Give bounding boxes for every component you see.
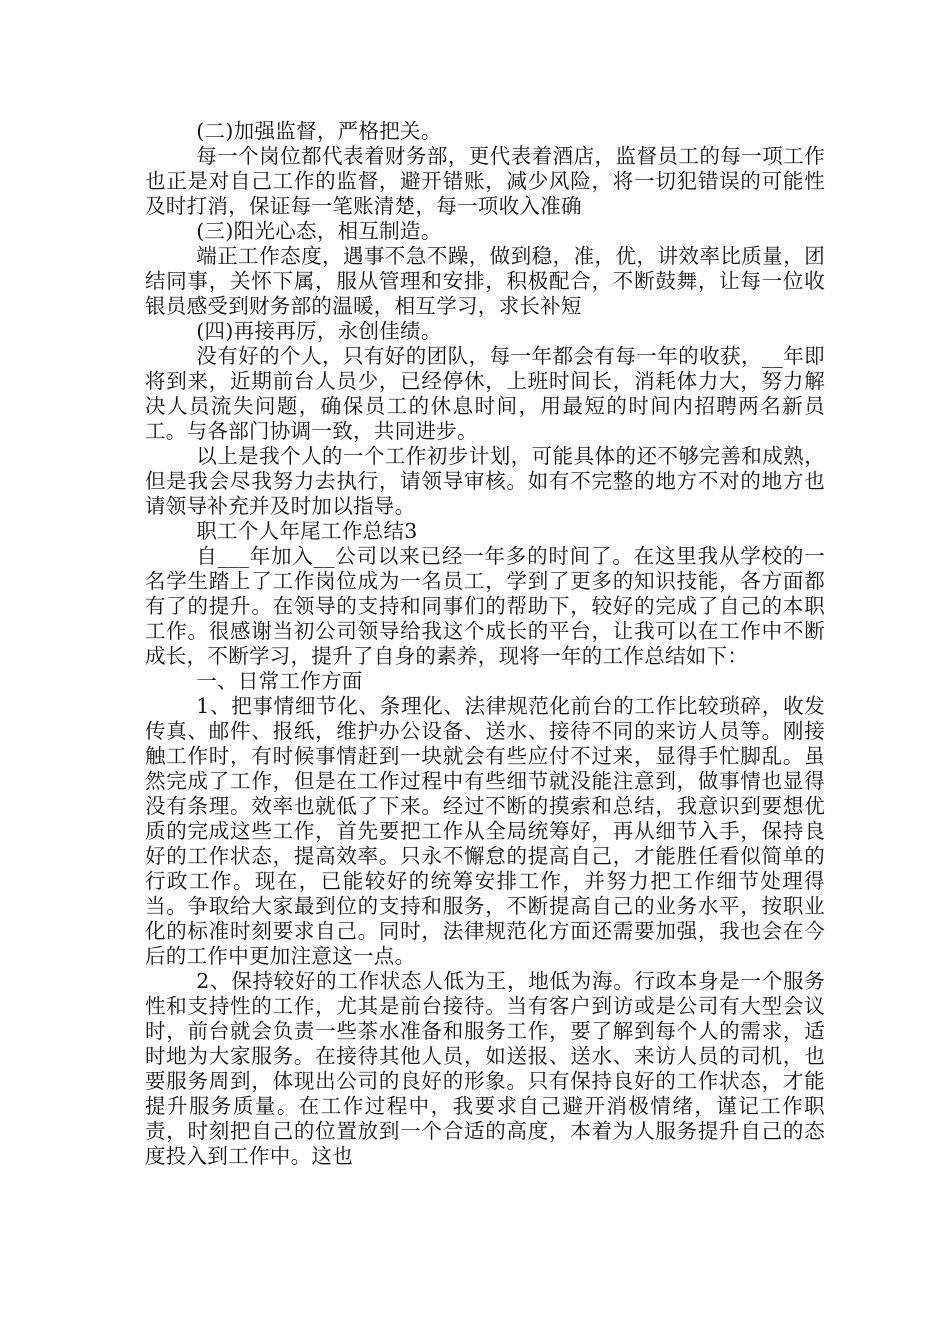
paragraph-item-2: 2、保持较好的工作状态人低为王，地低为海。行政本身是一个服务性和支持性的工作，尤其是前台接待。当有客户到访或是公司有大型会议时，前台就会负责一些茶水准备和服务工作，要了解到每个人的需求，适时地为大家服务。在接待其他人员，如送报、送水、来访人员的司机，也要服务周到，体现出公司的良好的形象。只有保持良好的工作状态，才能提升服务质量。在工作过程中，我要求自己避开消极情绪，谨记工作职责，时刻把自己的位置放到一个合适的高度，本着为人服务提升自己的态度投入到工作中。这也	[145, 969, 825, 1168]
document-page	[145, 119, 825, 1169]
paragraph-supervision-body: 每一个岗位都代表着财务部，更代表着酒店，监督员工的每一项工作也正是对自己工作的监督，避开错账，减少风险，将一切犯错误的可能性及时打消，保证每一笔账清楚，每一项收入准确	[145, 144, 825, 218]
paragraph-introduction: 自___年加入__公司以来已经一年多的时间了。在这里我从学校的一名学生踏上了工作岗位成为一名员工，学到了更多的知识技能，各方面都有了的提升。在领导的支持和同事们的帮助下，较好的完成了自己的本职工作。很感谢当初公司领导给我这个成长的平台，让我可以在工作中不断成长，不断学习，提升了自身的素养，现将一年的工作总结如下：	[145, 544, 825, 668]
paragraph-heading-attitude: (三)阳光心态，相互制造。	[196, 219, 442, 243]
paragraph-plan-conclusion: 以上是我个人的一个工作初步计划，可能具体的还不够完善和成熟，但是我会尽我努力去执行，请领导审核。如有不完整的地方不对的地方也请领导补充并及时加以指导。	[145, 444, 825, 518]
paragraph-heading-persevere: (四)再接再厉，永创佳绩。	[196, 319, 442, 343]
paragraph-heading-daily-work: 一、日常工作方面	[196, 669, 363, 693]
paragraph-attitude-body: 端正工作态度，遇事不急不躁，做到稳，准，优，讲效率比质量，团结同事，关怀下属，服从管理和安排，积极配合，不断鼓舞，让每一位收银员感受到财务部的温暖，相互学习，求长补短	[145, 244, 825, 318]
section-title: 职工个人年尾工作总结3	[196, 519, 418, 543]
paragraph-heading-supervision: (二)加强监督，严格把关。	[196, 119, 442, 143]
paragraph-persevere-body: 没有好的个人，只有好的团队，每一年都会有每一年的收获，__年即将到来，近期前台人员少，已经停休，上班时间长，消耗体力大，努力解决人员流失问题，确保员工的休息时间，用最短的时间内招聘两名新员工。与各部门协调一致，共同进步。	[145, 344, 825, 443]
paragraph-item-1: 1、把事情细节化、条理化、法律规范化前台的工作比较琐碎，收发传真、邮件、报纸，维护办公设备、送水、接待不同的来访人员等。刚接触工作时，有时候事情赶到一块就会有些应付不过来，显得手忙脚乱。虽然完成了工作，但是在工作过程中有些细节就没能注意到，做事情也显得没有条理。效率也就低了下来。经过不断的摸索和总结，我意识到要想优质的完成这些工作，首先要把工作从全局统筹好，再从细节入手，保持良好的工作状态，提高效率。只永不懈怠的提高自己，才能胜任看似简单的行政工作。现在，已能较好的统筹安排工作，并努力把工作细节处理得当。争取给大家最到位的支持和服务，不断提高自己的业务水平，按职业化的标准时刻要求自己。同时，法律规范化方面还需要加强，我也会在今后的工作中更加注意这一点。	[145, 694, 825, 968]
